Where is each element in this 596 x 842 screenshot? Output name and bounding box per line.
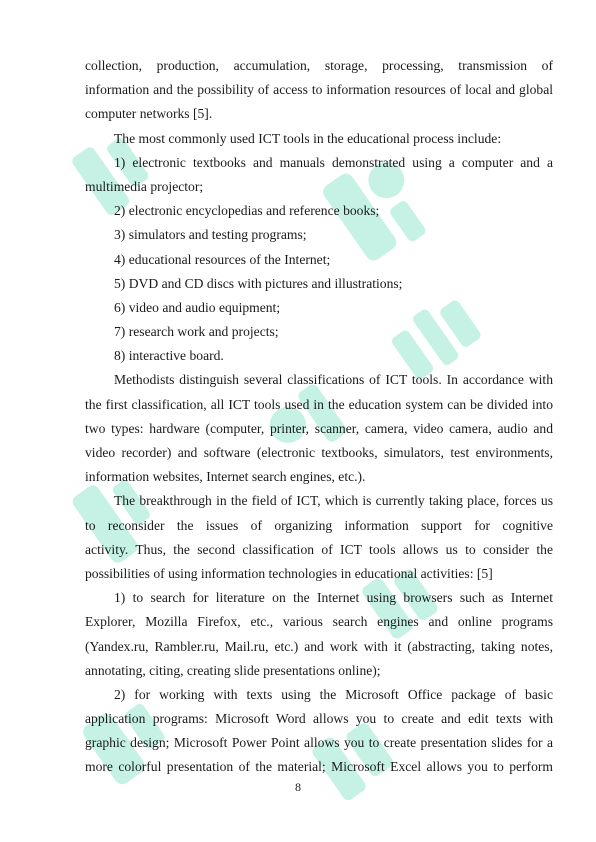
text-line: multimedia projector; xyxy=(85,178,204,194)
text-line: more colorful presentation of the material; Microsoft Excel allows you to perform xyxy=(85,759,553,775)
text-line: collection, production, accumulation, storage, processing, transmission of xyxy=(85,58,553,73)
text-line: Methodists distinguish several classifications of ICT tools. In accordance with xyxy=(114,372,553,388)
text-line: to reconsider the issues of organizing information support for cognitive xyxy=(85,517,553,533)
text-line: video recorder) and software (electronic textbooks, simulators, test environments, xyxy=(85,445,553,460)
text-line: application programs: Microsoft Word allows you to create and edit texts with xyxy=(85,711,553,727)
text-line: information and the possibility of access to information resources of local and global xyxy=(85,82,553,98)
text-line: information websites, Internet search engines, etc.). xyxy=(85,469,366,485)
text-line: 2) for working with texts using the Microsoft Office package of basic xyxy=(114,686,553,702)
text-line: (Yandex.ru, Rambler.ru, Mail.ru, etc.) and work with it (abstracting, taking notes, xyxy=(85,638,553,654)
page-number: 8 xyxy=(295,780,301,794)
body-text xyxy=(85,54,553,780)
text-line: 3) simulators and testing programs; xyxy=(114,227,307,243)
text-line: annotating, citing, creating slide presentations online); xyxy=(85,662,381,678)
text-line: 4) educational resources of the Internet; xyxy=(114,251,331,267)
text-line: two types: hardware (computer, printer, scanner, camera, video camera, audio and xyxy=(85,420,553,436)
text-line: graphic design; Microsoft Power Point allows you to create presentation slides for a xyxy=(85,735,553,751)
text-line: computer networks [5]. xyxy=(85,106,213,122)
text-line: 2) electronic encyclopedias and reference books; xyxy=(114,203,380,219)
text-line: Explorer, Mozilla Firefox, etc., various search engines and online programs xyxy=(85,614,553,630)
text-line: 8) interactive board. xyxy=(114,348,224,364)
text-line: the first classification, all ICT tools used in the education system can be divided into xyxy=(85,396,553,412)
text-line: The most commonly used ICT tools in the educational process include: xyxy=(114,130,502,146)
text-line: 5) DVD and CD discs with pictures and illustrations; xyxy=(114,275,403,291)
text-line: 6) video and audio equipment; xyxy=(114,299,281,315)
text-line: 1) to search for literature on the Internet using browsers such as Internet xyxy=(114,590,553,606)
text-line: 7) research work and projects; xyxy=(114,324,279,340)
text-line: 1) electronic textbooks and manuals demonstrated using a computer and a xyxy=(114,154,553,170)
text-line: activity. Thus, the second classification of ICT tools allows us to consider the xyxy=(85,541,553,557)
text-line: possibilities of using information technologies in educational activities: [5] xyxy=(85,565,493,581)
text-line: The breakthrough in the field of ICT, which is currently taking place, forces us xyxy=(114,493,553,509)
